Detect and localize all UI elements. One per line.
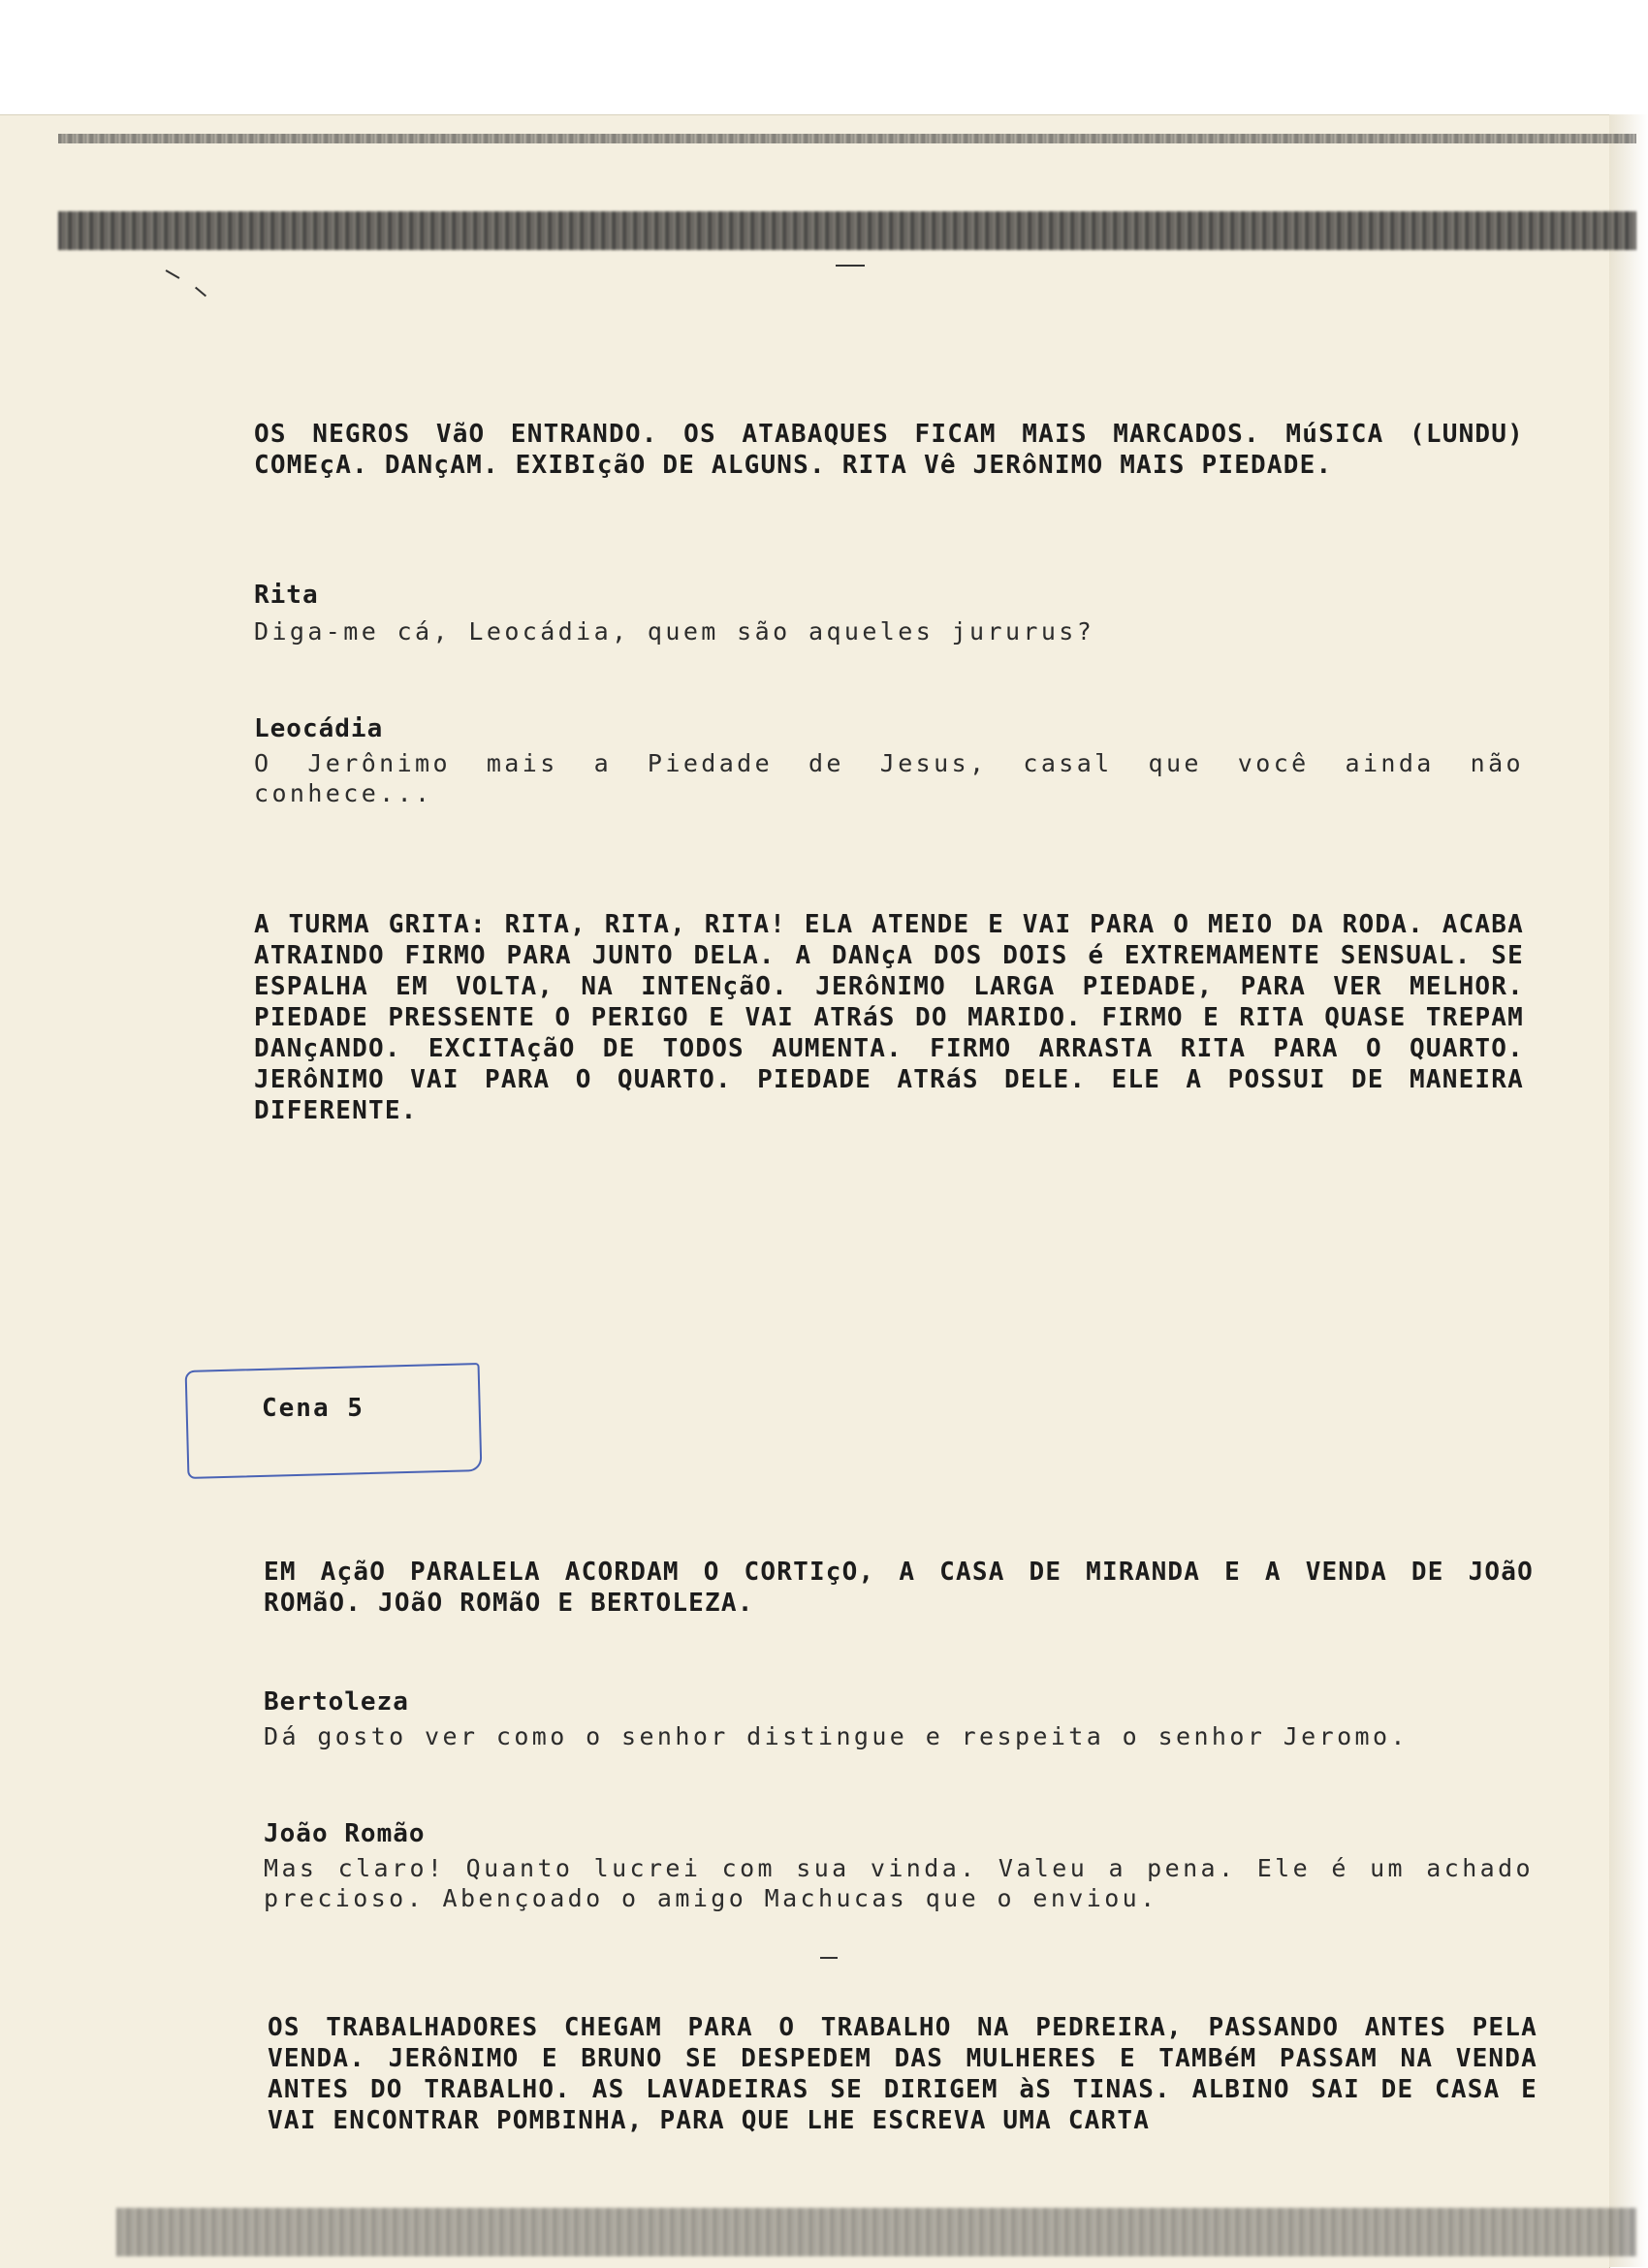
dialogue-line: Dá gosto ver como o senhor distingue e respeita o senhor Jeromo. [264, 1722, 1409, 1750]
dialogue-line: Mas claro! Quanto lucrei com sua vinda. Valeu a pena. Ele é um achado precioso. Abençoado o amigo Machucas que o enviou. [264, 1854, 1534, 1912]
stage-direction: A TURMA GRITA: RITA, RITA, RITA! ELA ATENDE E VAI PARA O MEIO DA RODA. ACABA ATRAINDO FIRMO PARA JUNTO DELA. A DANçA DOS DOIS é EXTREMAMENTE SENSUAL. SE ESPALHA EM VOLTA, NA INTENçãO. JERôNIMO LARGA PIEDADE, PARA VER MELHOR. PIEDADE PRESSENTE O PERIGO E VAI ATRáS DO MARIDO. FIRMO E RITA QUASE TREPAM DANçANDO. EXCITAçãO DE TODOS AUMENTA. FIRMO ARRASTA RITA PARA O QUARTO. JERôNIMO VAI PARA O QUARTO. PIEDADE ATRáS DELE. ELE A POSSUI DE MANEIRA DIFERENTE. [254, 910, 1524, 1125]
copy-noise-band [58, 211, 1636, 250]
stray-mark [836, 265, 865, 267]
copy-noise-band-top [58, 134, 1636, 143]
copy-noise-band-bottom [116, 2208, 1636, 2256]
paper-edge [1609, 114, 1648, 2267]
speaker-name: João Romão [264, 1819, 426, 1848]
stage-direction: EM AçãO PARALELA ACORDAM O CORTIçO, A CASA DE MIRANDA E A VENDA DE JOãO ROMãO. JOãO ROMãO E BERTOLEZA. [264, 1558, 1534, 1618]
dialogue-line: Diga-me cá, Leocádia, quem são aqueles jururus? [254, 617, 1095, 646]
stray-mark [820, 1957, 838, 1959]
speaker-name: Leocádia [254, 714, 384, 743]
dialogue-line: O Jerônimo mais a Piedade de Jesus, casal que você ainda não conhece... [254, 749, 1524, 807]
stage-direction: OS TRABALHADORES CHEGAM PARA O TRABALHO NA PEDREIRA, PASSANDO ANTES PELA VENDA. JERôNIMO E BRUNO SE DESPEDEM DAS MULHERES E TAMBéM PASSAM NA VENDA ANTES DO TRABALHO. AS LAVADEIRAS SE DIRIGEM àS TINAS. ALBINO SAI DE CASA E VAI ENCONTRAR POMBINHA, PARA QUE LHE ESCREVA UMA CARTA [268, 2013, 1537, 2135]
speaker-name: Rita [254, 581, 319, 610]
stage-direction: OS NEGROS VãO ENTRANDO. OS ATABAQUES FICAM MAIS MARCADOS. MúSICA (LUNDU) COMEçA. DANçAM. EXIBIçãO DE ALGUNS. RITA Vê JERôNIMO MAIS PIEDADE. [254, 420, 1524, 480]
scene-heading: Cena 5 [262, 1394, 364, 1423]
speaker-name: Bertoleza [264, 1687, 409, 1717]
